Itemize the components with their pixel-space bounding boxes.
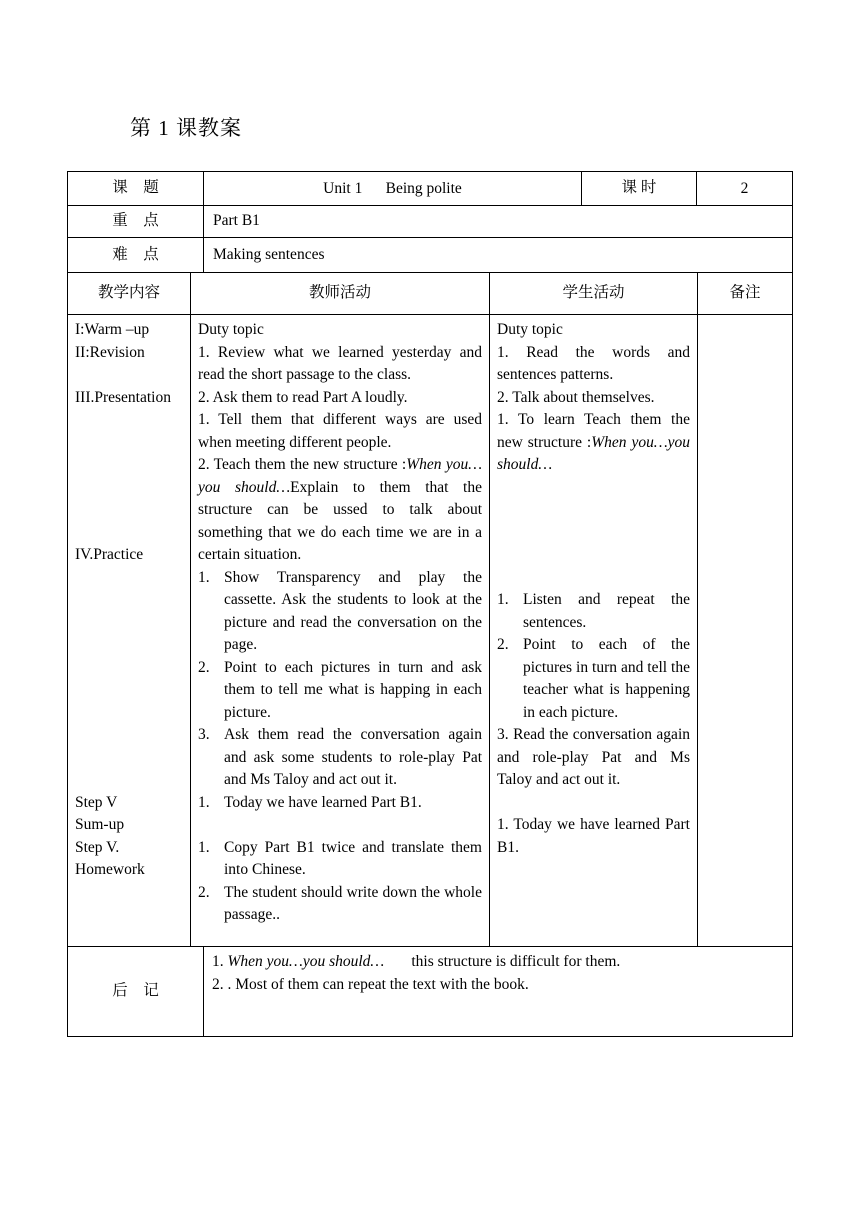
teacher-practice-3-text: Ask them read the conversation again and ask some students to role-play Pat and Ms Taloy and act out it.	[224, 726, 482, 788]
key-value-cell	[203, 205, 793, 238]
student-practice-1: 1. Listen and repeat the sentences.	[497, 589, 690, 634]
footer-note-1	[212, 951, 785, 974]
teacher-practice-3: 3. Ask them read the conversation again and ask some students to role-play Pat and Ms Taloy and act out it.	[198, 724, 482, 792]
footer-note-1-structure: When you…you should…	[227, 953, 385, 970]
col-student-label: 学生活动	[562, 284, 625, 302]
student-practice-2: 2. Point to each of the pictures in turn and tell the teacher what is happening in each picture.	[497, 634, 690, 724]
key-label-cell	[67, 205, 204, 238]
teacher-pres2-b: Explain to them that the structure can be ussed to talk about something that we do each time we are in a certain situation.	[198, 478, 482, 563]
teacher-practice-2-text: Point to each pictures in turn and ask them to tell me what is happing in each picture.	[224, 658, 482, 721]
difficult-label: 难 点	[112, 245, 159, 263]
hours-label-cell	[581, 171, 697, 206]
footer-label: 后 记	[112, 982, 159, 1000]
teacher-practice-2: 2. Point to each pictures in turn and ask them to tell me what is happing in each picture.	[198, 657, 482, 725]
footer-note-1-rest: this structure is difficult for them.	[384, 953, 621, 970]
teacher-column	[190, 314, 490, 947]
teacher-homework-1-text: Copy Part B1 twice and translate them into Chinese.	[224, 838, 482, 878]
topic-value: Unit 1 Being polite	[323, 180, 462, 198]
col-notes-header	[697, 272, 793, 315]
student-duty: Duty topic	[497, 321, 563, 338]
section-sumup: Sum-up	[75, 816, 125, 833]
section-warmup: I:Warm –up	[75, 321, 150, 338]
section-step5b: Step V.	[75, 838, 120, 856]
col-student-header	[489, 272, 698, 315]
teacher-duty: Duty topic	[198, 321, 264, 338]
content-column	[67, 314, 191, 947]
hours-value: 2	[740, 180, 749, 198]
student-pres1-a: 1. To learn Teach them the new structure :	[497, 411, 690, 451]
teacher-revision-1: 1. Review what we learned yesterday and read the short passage to the class.	[198, 343, 482, 383]
col-content-label: 教学内容	[97, 284, 160, 302]
teacher-homework-2: 2. The student should write down the whole passage..	[198, 882, 482, 927]
student-presentation-1	[497, 409, 690, 477]
col-content-header	[67, 272, 191, 315]
difficult-value-cell	[203, 237, 793, 273]
student-practice-2-text: Point to each of the pictures in turn and tell the teacher what is happening in each picture.	[523, 636, 690, 721]
teacher-revision-2: 2. Ask them to read Part A loudly.	[198, 388, 408, 406]
teacher-homework-2-text: The student should write down the whole passage..	[224, 883, 482, 923]
teacher-presentation-2	[198, 454, 482, 567]
student-column	[489, 314, 698, 947]
difficult-label-cell	[67, 237, 204, 273]
teacher-presentation-1: 1. Tell them that different ways are used when meeting different people.	[198, 411, 482, 451]
student-practice-1-text: Listen and repeat the sentences.	[523, 591, 690, 631]
teacher-pres2-a: 2. Teach them the new structure :	[198, 456, 407, 473]
footer-note-2: 2. . Most of them can repeat the text with the book.	[212, 975, 529, 993]
footer-label-cell	[67, 946, 204, 1037]
col-notes-label: 备注	[729, 284, 761, 302]
section-revision: II:Revision	[75, 343, 145, 361]
key-value: Part B1	[213, 212, 260, 230]
key-label: 重 点	[112, 212, 159, 230]
section-practice: IV.Practice	[75, 546, 144, 563]
teacher-sumup-1: 1. Today we have learned Part B1.	[198, 792, 482, 815]
notes-column	[697, 314, 793, 947]
footer-notes-cell	[203, 946, 793, 1037]
section-homework: Homework	[75, 861, 145, 878]
teacher-homework-1: 1. Copy Part B1 twice and translate them into Chinese.	[198, 837, 482, 882]
student-practice-3: 3. Read the conversation again and role-play Pat and Ms Taloy and act out it.	[497, 726, 690, 788]
student-sumup-1: 1. Today we have learned Part B1.	[497, 816, 690, 856]
col-teacher-header	[190, 272, 490, 315]
section-step5: Step V	[75, 793, 118, 811]
section-presentation: III.Presentation	[75, 388, 171, 406]
student-revision-1: 1. Read the words and sentences patterns.	[497, 343, 690, 383]
difficult-value: Making sentences	[213, 245, 325, 263]
hours-label: 课 时	[621, 179, 657, 197]
lesson-plan-table	[67, 171, 793, 1037]
topic-label: 课 题	[112, 179, 159, 197]
hours-value-cell	[696, 171, 793, 206]
topic-value-cell	[203, 171, 582, 206]
teacher-sumup-1-text: Today we have learned Part B1.	[224, 793, 422, 811]
col-teacher-label: 教师活动	[308, 284, 371, 302]
student-pres1-structure: When you…you should…	[497, 433, 690, 473]
teacher-pres2-structure: When you…you should…	[198, 456, 483, 496]
teacher-practice-1-text: Show Transparency and play the cassette. Ask the students to look at the picture and read the conversation on the page.	[224, 568, 482, 653]
page-title: 第 1 课教案	[130, 116, 242, 140]
teacher-practice-1: 1. Show Transparency and play the cassette. Ask the students to look at the picture and read the conversation on the page.	[198, 567, 482, 657]
student-revision-2: 2. Talk about themselves.	[497, 388, 655, 406]
footer-note-1-prefix: 1.	[212, 953, 228, 970]
topic-label-cell	[67, 171, 204, 206]
